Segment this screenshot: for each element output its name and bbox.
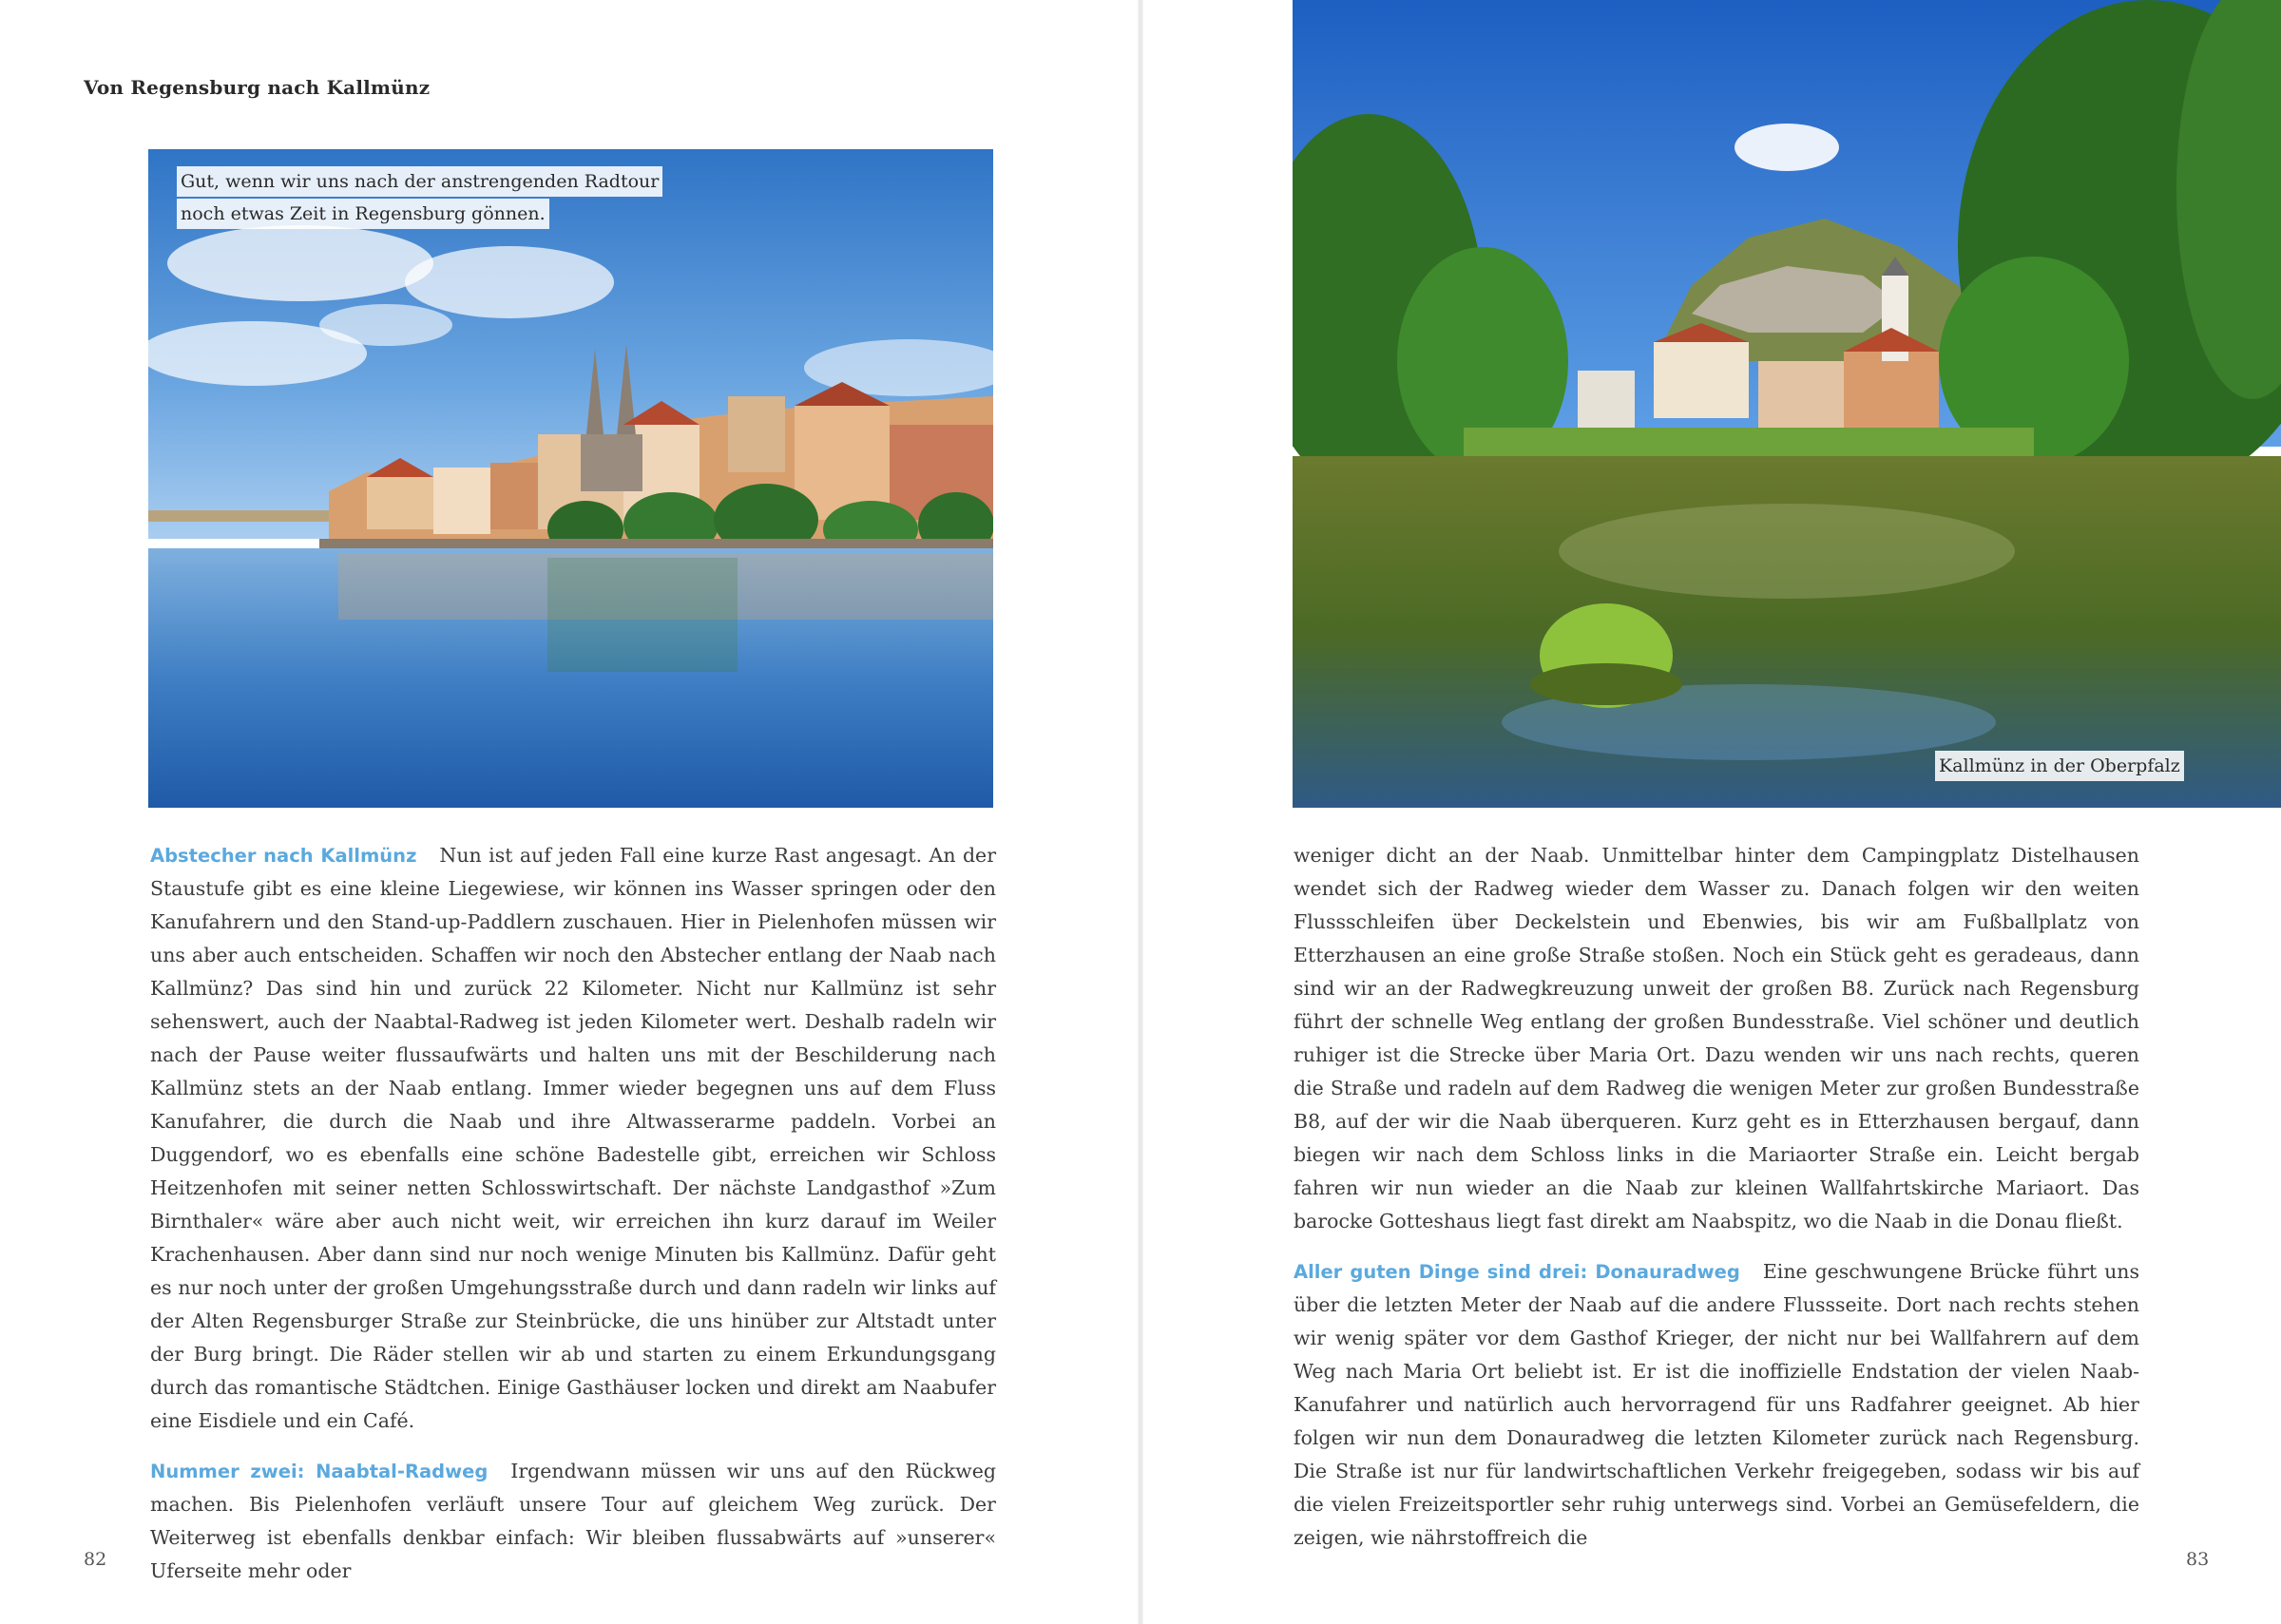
paragraph-abstecher <box>150 839 996 1438</box>
book-gutter <box>1138 0 1143 1624</box>
page-number-right: 83 <box>2186 1549 2210 1570</box>
right-body-text <box>1294 839 2139 1572</box>
regensburg-caption-line-2: noch etwas Zeit in Regensburg gönnen. <box>177 199 549 229</box>
page-number-left: 82 <box>84 1549 107 1570</box>
paragraph-continued <box>1294 839 2139 1238</box>
regensburg-caption-line-1: Gut, wenn wir uns nach der anstrengenden Radtour <box>177 166 662 197</box>
paragraph-naabtal-text: Irgendwann müssen wir uns auf den Rückweg machen. Bis Pielenhofen verläuft unsere Tour auf gleichem Weg zurück. Der Weiterweg ist ebenfalls denkbar einfach: Wir bleiben flussabwärts auf »unserer« Uferseite mehr oder <box>150 1460 996 1582</box>
left-body-text <box>150 839 996 1605</box>
paragraph-donauradweg <box>1294 1255 2139 1555</box>
kallmuenz-photo <box>1293 0 2281 808</box>
paragraph-abstecher-text: Nun ist auf jeden Fall eine kurze Rast angesagt. An der Staustufe gibt es eine kleine Liegewiese, wir können ins Wasser springen oder den Kanufahrern und den Stand-up-Paddlern zuschauen. Hier in Pielenhofen müssen wir uns aber auch entscheiden. Schaffen wir noch den Abstecher entlang der Naab nach Kallmünz? Das sind hin und zurück 22 Kilometer. Nicht nur Kallmünz ist sehr sehenswert, auch der Naabtal-Radweg ist jeden Kilometer wert. Deshalb radeln wir nach der Pause weiter flussaufwärts und halten uns mit der Beschilderung nach Kallmünz stets an der Naab entlang. Immer wieder begegnen uns auf dem Fluss Kanufahrer, die durch die Naab und ihre Altwasserarme paddeln. Vorbei an Duggendorf, wo es ebenfalls eine schöne Badestelle gibt, erreichen wir Schloss Heitzenhofen mit seiner netten Schlosswirtschaft. Der nächste Landgasthof »Zum Birnthaler« wäre aber auch nicht weit, wir erreichen ihn kurz darauf im Weiler Krachenhausen. Aber dann sind nur noch wenige Minuten bis Kallmünz. Dafür geht es nur noch unter der großen Umgehungsstraße durch und dann radeln wir links auf der Alten Regensburger Straße zur Steinbrücke, die uns hinüber zur Altstadt unter der Burg bringt. Die Räder stellen wir ab und starten zu einem Erkundungsgang durch das romantische Städtchen. Einige Gasthäuser locken und direkt am Naabufer eine Eisdiele und ein Café. <box>150 844 996 1432</box>
subhead-naabtal: Nummer zwei: Naabtal-Radweg <box>150 1461 489 1482</box>
subhead-abstecher: Abstecher nach Kallmünz <box>150 845 417 867</box>
regensburg-caption <box>177 166 662 231</box>
paragraph-naabtal <box>150 1455 996 1588</box>
regensburg-photo <box>148 149 993 808</box>
kallmuenz-caption <box>1935 751 2184 783</box>
kallmuenz-caption-text: Kallmünz in der Oberpfalz <box>1935 751 2184 781</box>
running-head: Von Regensburg nach Kallmünz <box>84 76 431 99</box>
paragraph-continued-text: weniger dicht an der Naab. Unmittelbar hinter dem Campingplatz Distelhausen wendet sich der Radweg wieder dem Wasser zu. Danach folgen wir den weiten Flussschleifen über Deckelstein und Ebenwies, bis wir am Fußballplatz von Etterzhausen an eine große Straße stoßen. Noch ein Stück geht es geradeaus, dann sind wir an der Radwegkreuzung unweit der großen B8. Zurück nach Regensburg führt der schnelle Weg entlang der großen Bundesstraße. Viel schöner und deutlich ruhiger ist die Strecke über Maria Ort. Dazu wenden wir uns nach rechts, queren die Straße und radeln auf dem Radweg die wenigen Meter zur großen Bundesstraße B8, auf der wir die Naab überqueren. Kurz geht es in Etterzhausen bergauf, dann biegen wir nach dem Schloss links in die Mariaorter Straße ein. Leicht bergab fahren wir nun wieder an die Naab zur kleinen Wallfahrtskirche Mariaort. Das barocke Gotteshaus liegt fast direkt am Naabspitz, wo die Naab in die Donau fließt. <box>1294 844 2139 1232</box>
paragraph-donauradweg-text: Eine geschwungene Brücke führt uns über die letzten Meter der Naab auf die andere Flussseite. Dort nach rechts stehen wir wenig später vor dem Gasthof Krieger, der nicht nur bei Wallfahrern auf dem Weg nach Maria Ort beliebt ist. Er ist die inoffizielle Endstation der vielen Naab-Kanufahrer und natürlich auch hervorragend für uns Radfahrer geeignet. Ab hier folgen wir nun dem Donauradweg die letzten Kilometer zurück nach Regensburg. Die Straße ist nur für landwirtschaftlichen Verkehr freigegeben, sodass wir bis auf die vielen Freizeitsportler sehr ruhig unterwegs sind. Vorbei an Gemüsefeldern, die zeigen, wie nährstoffreich die <box>1294 1260 2139 1549</box>
subhead-donauradweg: Aller guten Dinge sind drei: Donauradweg <box>1294 1261 1740 1283</box>
